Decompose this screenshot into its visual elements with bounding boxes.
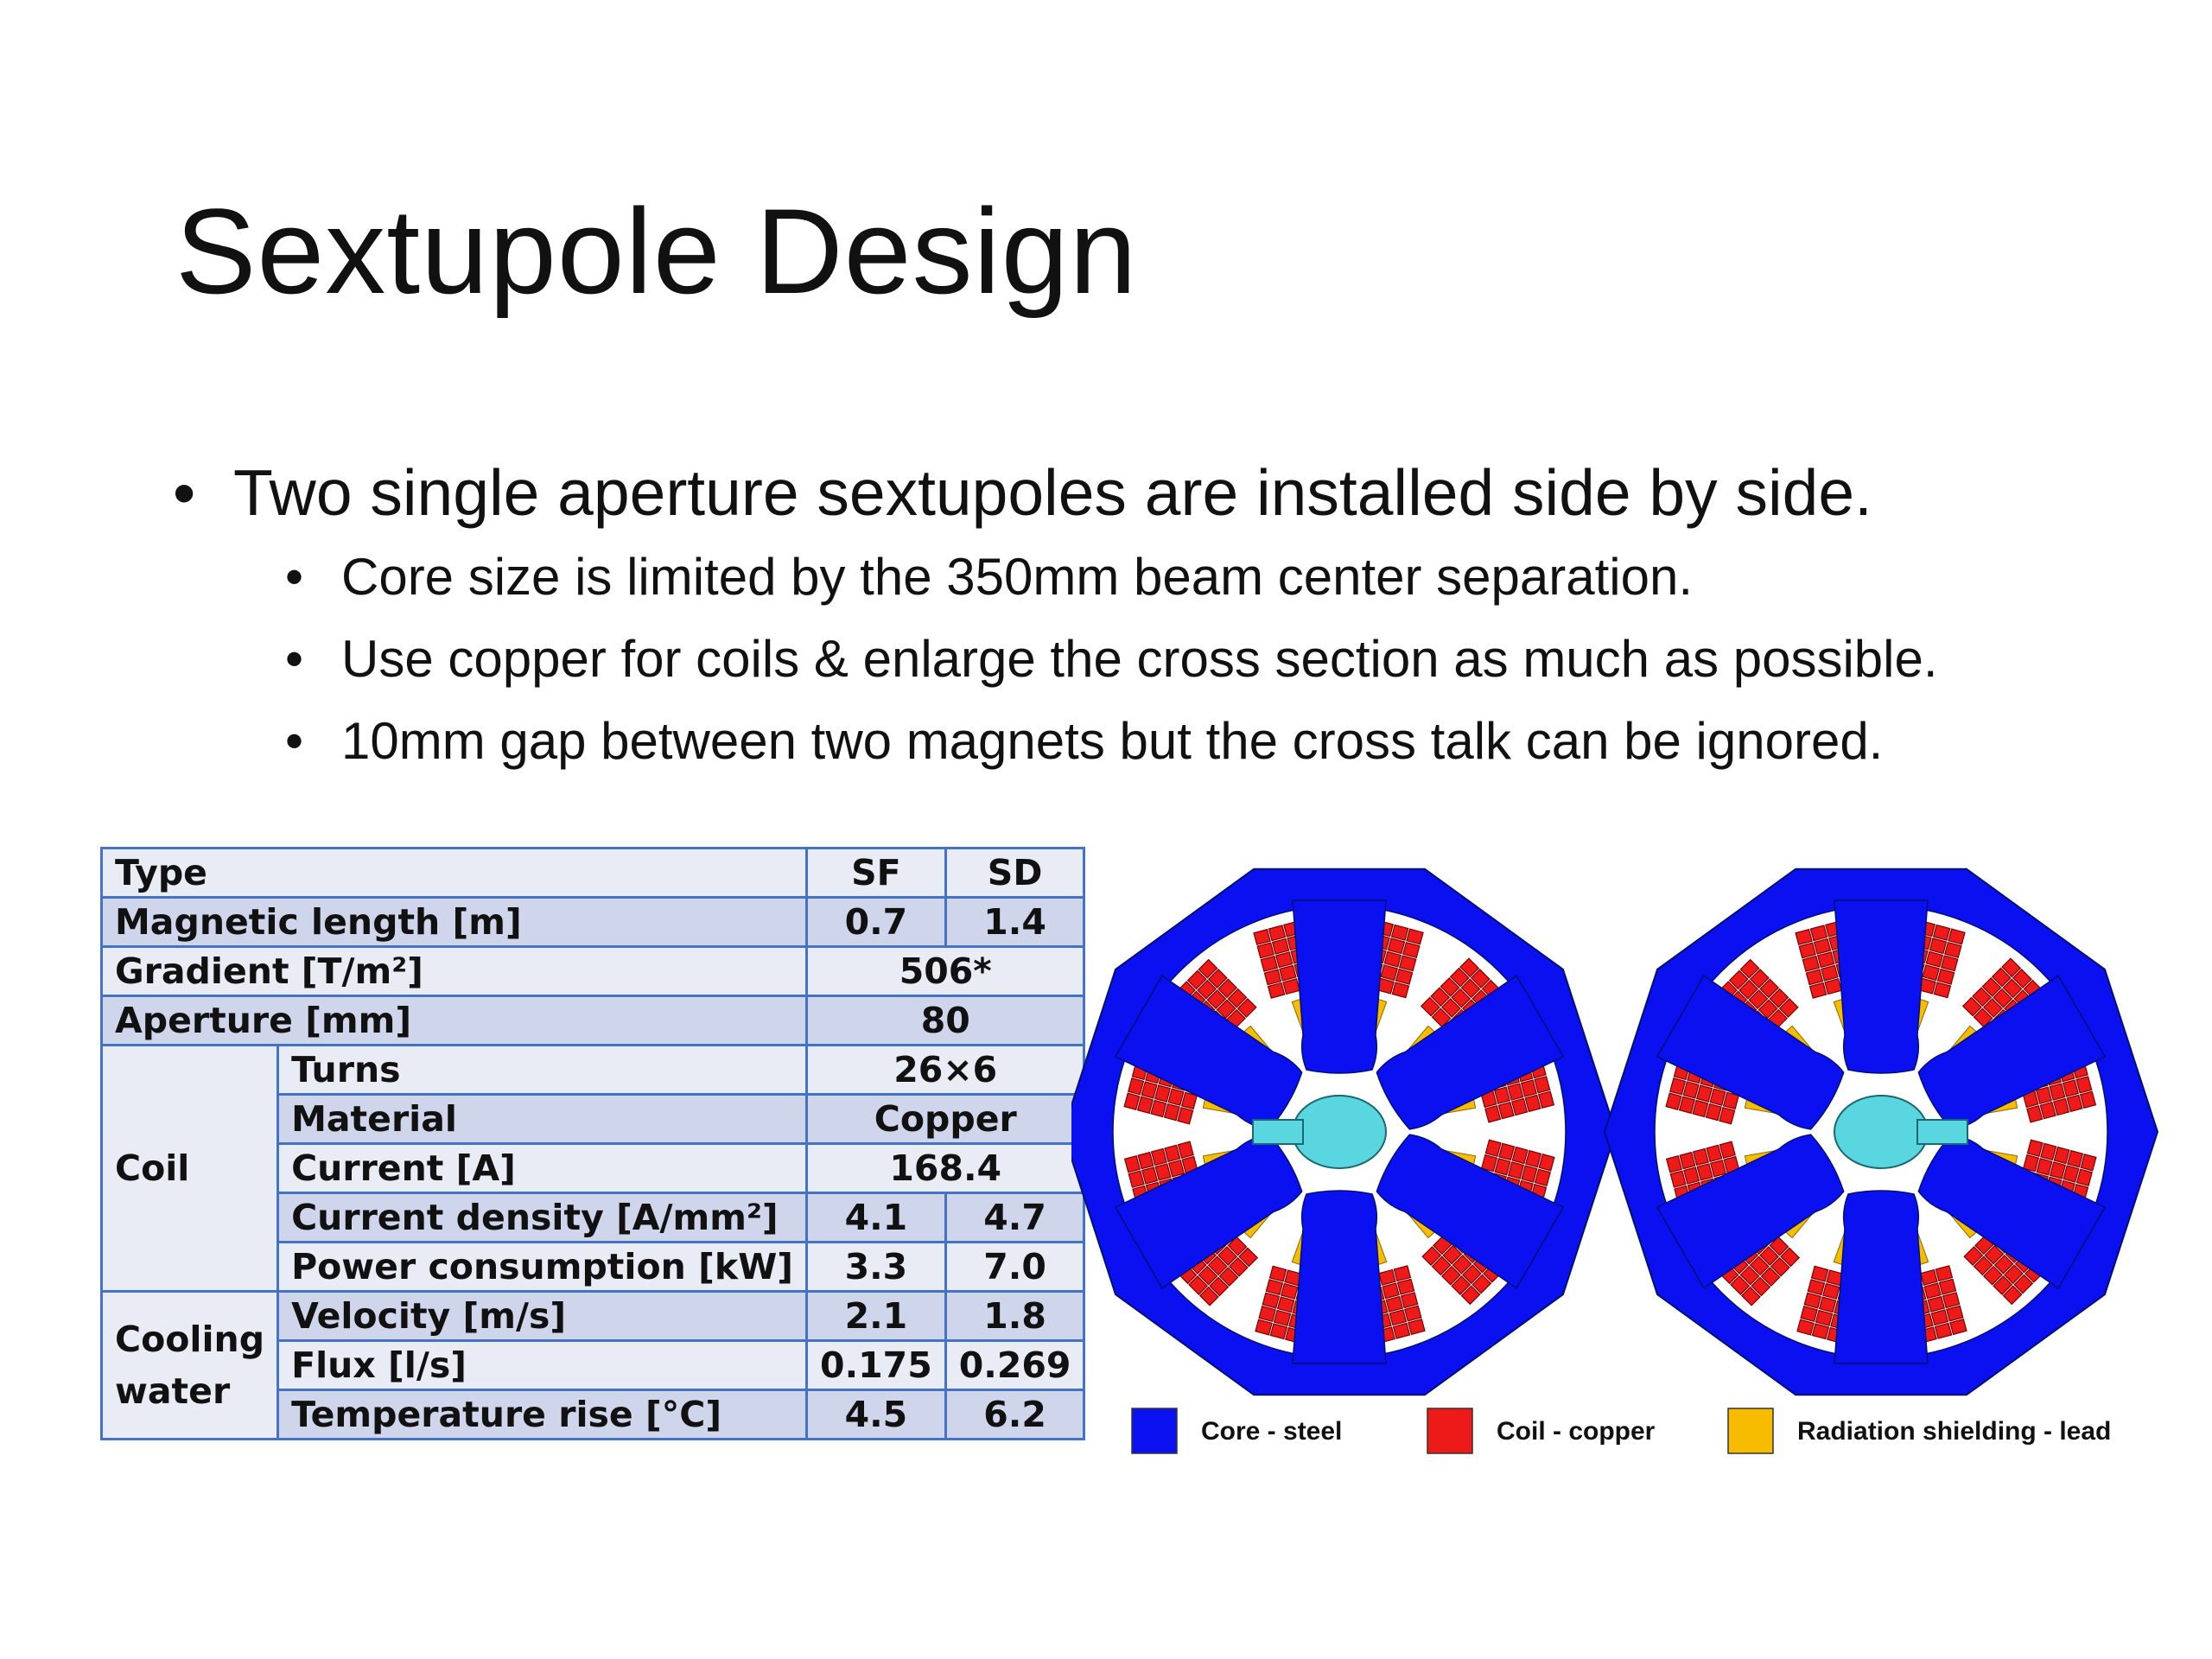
- cell-sf: 4.1: [807, 1193, 946, 1243]
- cell-sd: 6.2: [945, 1390, 1084, 1440]
- figure-legend: [1132, 1408, 2111, 1453]
- sextupole-magnet-2: [1605, 869, 2158, 1395]
- group-label-cooling: Cooling water: [102, 1292, 278, 1440]
- beam-pipe: [1834, 1096, 1928, 1168]
- bullet-main: • Two single aperture sextupoles are installed side by side.: [173, 449, 2160, 536]
- table-header-row: [102, 849, 1084, 898]
- beam-pipe-port: [1253, 1120, 1303, 1144]
- pole-tip: [1834, 1191, 1928, 1363]
- bullet-sub-gap: • 10mm gap between two magnets but the cross talk can be ignored.: [285, 700, 2160, 782]
- cell-sf: 4.5: [807, 1390, 946, 1440]
- cell-value: 506*: [807, 947, 1084, 996]
- row-label: Magnetic length [m]: [102, 898, 807, 947]
- row-label: Aperture [mm]: [102, 996, 807, 1046]
- cell-sf: 0.175: [807, 1341, 946, 1390]
- bullet-sub-copper-coils: • Use copper for coils & enlarge the cross section as much as possible.: [285, 618, 2160, 700]
- cell-sd: 7.0: [945, 1243, 1084, 1292]
- row-label: Temperature rise [°C]: [278, 1390, 807, 1440]
- pole-tip: [1834, 900, 1928, 1073]
- legend-label: Core - steel: [1201, 1417, 1343, 1446]
- bullet-list: [173, 449, 2160, 782]
- pole: [1293, 900, 1386, 1073]
- sextupole-cross-section-figure: [1071, 847, 2160, 1469]
- parameter-table: [100, 847, 1085, 1440]
- row-label: Turns: [278, 1046, 807, 1095]
- row-label: Power consumption [kW]: [278, 1243, 807, 1292]
- header-sf: SF: [807, 849, 946, 898]
- row-label: Flux [l/s]: [278, 1341, 807, 1390]
- table-row: [102, 898, 1084, 947]
- slide-title: Sextupole Design: [175, 183, 1138, 319]
- pole: [1834, 1191, 1928, 1363]
- legend-swatch: [1728, 1408, 1773, 1453]
- beam-pipe: [1293, 1096, 1386, 1168]
- legend-label: Coil - copper: [1497, 1417, 1656, 1446]
- cell-value: 168.4: [807, 1144, 1084, 1193]
- cell-sf: 0.7: [807, 898, 946, 947]
- row-label: Gradient [T/m²]: [102, 947, 807, 996]
- cell-sd: 1.8: [945, 1292, 1084, 1341]
- pole-tip: [1293, 1191, 1386, 1363]
- pole-tip: [1293, 900, 1386, 1073]
- row-label: Current density [A/mm²]: [278, 1193, 807, 1243]
- cell-value: Copper: [807, 1095, 1084, 1144]
- magnet-diagram: [1071, 847, 2160, 1469]
- legend-swatch: [1132, 1408, 1177, 1453]
- table-row: [102, 996, 1084, 1046]
- row-label: Current [A]: [278, 1144, 807, 1193]
- row-label: Velocity [m/s]: [278, 1292, 807, 1341]
- group-label-coil: Coil: [102, 1046, 278, 1292]
- table-row: [102, 1292, 1084, 1341]
- cell-sf: 2.1: [807, 1292, 946, 1341]
- table-row: [102, 1046, 1084, 1095]
- legend-swatch: [1427, 1408, 1472, 1453]
- pole: [1293, 1191, 1386, 1363]
- cell-sd: 0.269: [945, 1341, 1084, 1390]
- beam-pipe-port: [1917, 1120, 1967, 1144]
- cell-sd: 1.4: [945, 898, 1084, 947]
- header-type: Type: [102, 849, 807, 898]
- cell-value: 80: [807, 996, 1084, 1046]
- table-row: [102, 947, 1084, 996]
- cell-sd: 4.7: [945, 1193, 1084, 1243]
- header-sd: SD: [945, 849, 1084, 898]
- bullet-sub-core-size: • Core size is limited by the 350mm beam center separation.: [285, 536, 2160, 618]
- sextupole-magnet-1: [1071, 869, 1616, 1395]
- row-label: Material: [278, 1095, 807, 1144]
- cell-sf: 3.3: [807, 1243, 946, 1292]
- legend-label: Radiation shielding - lead: [1797, 1417, 2112, 1446]
- cell-value: 26×6: [807, 1046, 1084, 1095]
- pole: [1834, 900, 1928, 1073]
